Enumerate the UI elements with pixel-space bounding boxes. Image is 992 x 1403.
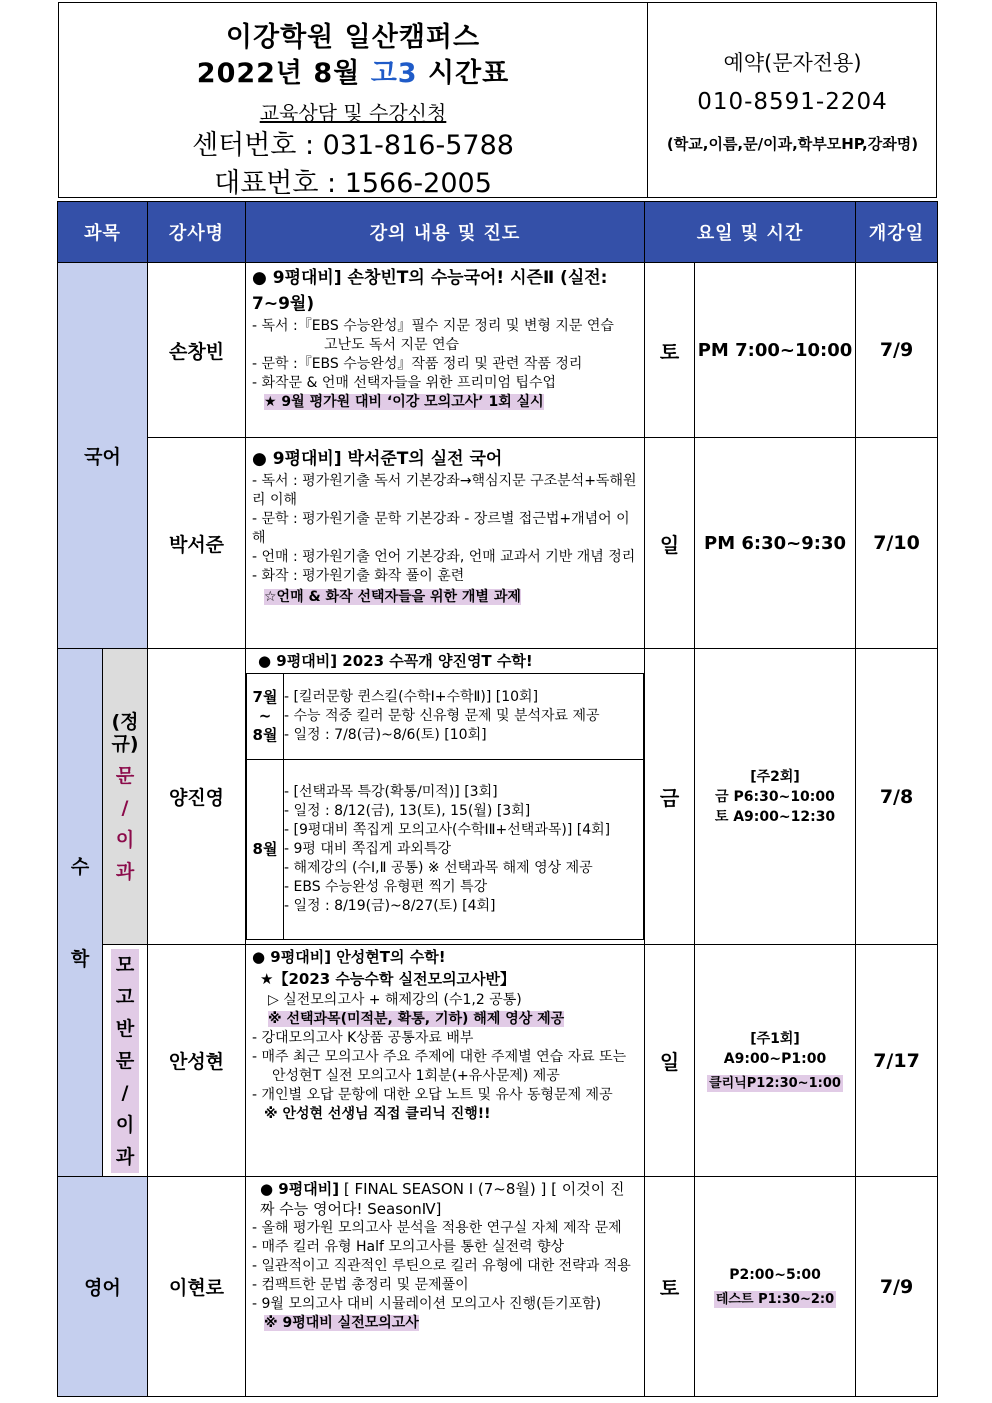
- class-time: PM 7:00~10:00: [695, 263, 856, 438]
- open-date: 7/17: [856, 945, 938, 1177]
- table-row: [58, 945, 938, 1177]
- content-line: - 개인별 오답 문항에 대한 오답 노트 및 유사 동형문제 제공: [252, 1087, 613, 1103]
- content-line: - 문학 :『EBS 수능완성』작품 정리 및 관련 작품 정리: [252, 356, 583, 372]
- table-row: [58, 649, 938, 945]
- col-time: 요일 및 시간: [645, 202, 856, 263]
- content-line: - 올해 평가원 모의고사 분석을 적용한 연구실 자체 제작 문제: [252, 1220, 622, 1236]
- class-day: 토: [645, 263, 695, 438]
- class-day: 금: [645, 649, 695, 945]
- content-highlight: ☆언매 & 화작 선택자들을 위한 개별 과제: [264, 589, 521, 605]
- course-title: ● 9평대비] 손창빈T의 수능국어! 시즌Ⅱ (실전: 7~9월): [252, 268, 608, 314]
- content-line: - 매주 킬러 유형 Half 모의고사를 통한 실전력 향상: [252, 1239, 565, 1255]
- course-content: [246, 438, 645, 649]
- center-phone: 센터번호 : 031-816-5788: [192, 130, 514, 161]
- class-time: [주2회] 금 P6:30~10:00 토 A9:00~12:30: [695, 649, 856, 945]
- content-line: - 매주 최근 모의고사 주요 주제에 대한 주제별 연습 자료 또는: [252, 1049, 627, 1065]
- header-box: [58, 2, 937, 198]
- col-subject: 과목: [58, 202, 148, 263]
- math-regular-label: (정 규) 문 / 이 과: [103, 649, 148, 945]
- class-time: P2:00~5:00 테스트 P1:30~2:0: [695, 1177, 856, 1397]
- table-header-row: [58, 202, 938, 263]
- content-line: - 수능 적중 킬러 문항 신유형 문제 및 분석자료 제공: [284, 708, 600, 724]
- content-line: - 일정 : 8/12(금), 13(토), 15(월) [3회]: [284, 803, 531, 819]
- subject-korean: 국어: [58, 263, 148, 649]
- content-line: - 일정 : 8/19(금)~8/27(토) [4회]: [284, 898, 496, 914]
- title-date: 2022년 8월: [196, 58, 371, 89]
- content-line: - [킬러문항 퀸스킬(수학Ⅰ+수학Ⅱ)] [10회]: [284, 689, 539, 705]
- course-title: ● 9평대비] 박서준T의 실전 국어: [252, 449, 503, 469]
- content-line: - 화작문 & 언매 선택자들을 위한 프리미엄 팁수업: [252, 375, 557, 391]
- content-line: - 해제강의 (수Ⅰ,Ⅱ 공통) ※ 선택과목 해제 영상 제공: [284, 860, 593, 876]
- month-content: [284, 760, 644, 940]
- content-line: - [9평대비 쪽집게 모의고사(수학ⅠⅡ+선택과목)] [4회]: [284, 822, 611, 838]
- course-title: ● 9평대비] 2023 수꼭개 양진영T 수학!: [258, 652, 533, 670]
- academy-title: 이강학원 일산캠퍼스: [225, 22, 481, 53]
- content-line: - 강대모의고사 K상품 공통자료 배부: [252, 1030, 474, 1046]
- teacher-name: 손창빈: [148, 263, 246, 438]
- open-date: 7/9: [856, 1177, 938, 1397]
- content-line: - 독서 : 평가원기출 독서 기본강좌→핵심지문 구조분석+독해원리 이해: [252, 473, 637, 508]
- content-line: - 9월 모의고사 대비 시뮬레이션 모의고사 진행(듣기포함): [252, 1296, 602, 1312]
- class-day: 일: [645, 438, 695, 649]
- month-content: [284, 674, 644, 760]
- schedule-title: [59, 51, 647, 90]
- month-label: 7월 ~ 8월: [247, 674, 284, 760]
- col-open: 개강일: [856, 202, 938, 263]
- content-line: - [선택과목 특강(확통/미적)] [3회]: [284, 784, 498, 800]
- course-subtitle: ★【2023 수능수학 실전모의고사반】: [260, 970, 516, 988]
- course-content: [246, 945, 645, 1177]
- content-line: - 독서 :『EBS 수능완성』필수 지문 정리 및 변형 지문 연습: [252, 318, 614, 334]
- header-left: [59, 3, 648, 197]
- teacher-name: 이현로: [148, 1177, 246, 1397]
- main-phone: 대표번호 : 1566-2005: [214, 168, 492, 199]
- content-line: - 컴팩트한 문법 총정리 및 문제풀이: [252, 1277, 469, 1293]
- reserve-note: (학교,이름,문/이과,학부모HP,강좌명): [666, 135, 919, 153]
- month-table: [246, 673, 644, 940]
- course-content: [246, 649, 645, 945]
- subject-math: 수 학: [58, 649, 103, 1177]
- clinic-badge: 클리닉P12:30~1:00: [709, 1076, 841, 1091]
- course-title: ● 9평대비] [ FINAL SEASON Ⅰ (7~8월) ] [ 이것이 진짜 수능 영어다! SeasonⅣ]: [260, 1180, 625, 1218]
- class-day: 토: [645, 1177, 695, 1397]
- content-highlight: ※ 9평대비 실전모의고사: [264, 1315, 419, 1331]
- content-line: - 언매 : 평가원기출 언어 기본강좌, 언매 교과서 기반 개념 정리: [252, 549, 636, 565]
- course-title: ● 9평대비] 안성현T의 수학!: [252, 948, 446, 966]
- reserve-phone: 010-8591-2204: [697, 89, 888, 115]
- content-line: ※ 선택과목(미적분, 확통, 기하) 해제 영상 제공: [268, 1011, 565, 1027]
- class-time: [주1회] A9:00~P1:00 클리닉P12:30~1:00: [695, 945, 856, 1177]
- subject-english: 영어: [58, 1177, 148, 1397]
- open-date: 7/9: [856, 263, 938, 438]
- content-line: - 9평 대비 쪽집게 과외특강: [284, 841, 451, 857]
- test-badge: 테스트 P1:30~2:0: [715, 1292, 835, 1307]
- content-line: - 문학 : 평가원기출 문학 기본강좌 - 장르별 접근법+개념어 이해: [252, 511, 630, 546]
- open-date: 7/10: [856, 438, 938, 649]
- teacher-name: 박서준: [148, 438, 246, 649]
- teacher-name: 양진영: [148, 649, 246, 945]
- course-content: [246, 263, 645, 438]
- content-line: - 일관적이고 직관적인 루틴으로 킬러 유형에 대한 전략과 적용: [252, 1258, 631, 1274]
- content-line: 고난도 독서 지문 연습: [324, 337, 460, 353]
- open-date: 7/8: [856, 649, 938, 945]
- header-right: [648, 3, 937, 197]
- title-suffix: 시간표: [417, 58, 510, 89]
- table-row: [58, 263, 938, 438]
- schedule-table: [57, 201, 938, 1397]
- content-line: ▷ 실전모의고사 + 해제강의 (수1,2 공통): [268, 992, 522, 1008]
- class-time: PM 6:30~9:30: [695, 438, 856, 649]
- reserve-label: 예약(문자전용): [723, 51, 862, 75]
- content-line: - EBS 수능완성 유형편 찍기 특강: [284, 879, 488, 895]
- content-line: - 일정 : 7/8(금)~8/6(토) [10회]: [284, 727, 487, 743]
- content-line: ※ 안성현 선생님 직접 클리닉 진행!!: [264, 1106, 491, 1122]
- math-mock-label: 모 고 반 문 / 이 과: [103, 945, 148, 1177]
- content-highlight: ★ 9월 평가원 대비 ‘이강 모의고사’ 1회 실시: [264, 394, 544, 410]
- course-content: [246, 1177, 645, 1397]
- teacher-name: 안성현: [148, 945, 246, 1177]
- table-row: [58, 438, 938, 649]
- class-day: 일: [645, 945, 695, 1177]
- col-teacher: 강사명: [148, 202, 246, 263]
- table-row: [58, 1177, 938, 1397]
- col-content: 강의 내용 및 진도: [246, 202, 645, 263]
- grade-label: 고3: [370, 58, 418, 89]
- month-label: 8월: [247, 760, 284, 940]
- consult-label: 교육상담 및 수강신청: [259, 101, 447, 125]
- content-line: - 화작 : 평가원기출 화작 풀이 훈련: [252, 568, 465, 584]
- content-line: 안성현T 실전 모의고사 1회분(+유사문제) 제공: [272, 1068, 560, 1084]
